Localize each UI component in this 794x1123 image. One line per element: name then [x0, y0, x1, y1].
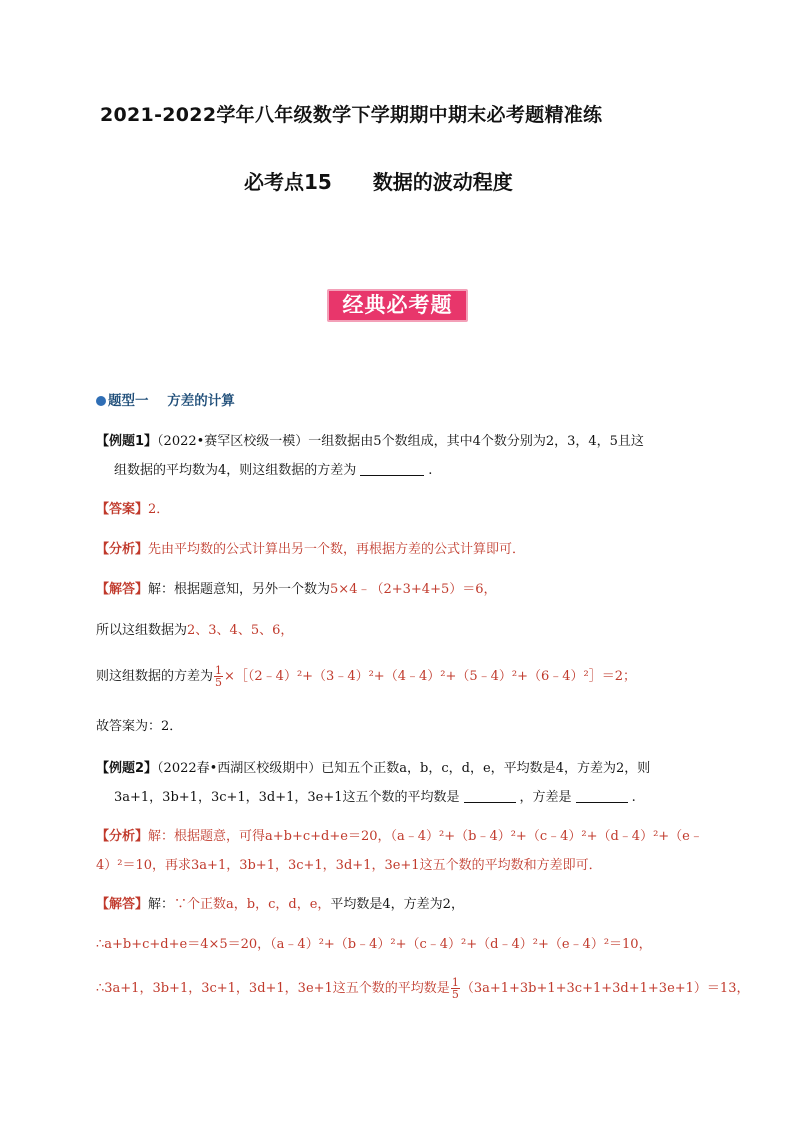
example1-text-line2: 组数据的平均数为4，则这组数据的方差为	[114, 463, 357, 478]
example1-answer	[96, 501, 169, 519]
example2-text-line2a: 3a+1，3b+1，3c+1，3d+1，3e+1这五个数的平均数是	[114, 790, 460, 805]
example1-solution-line3	[96, 665, 636, 688]
answer-tag: 【答案】	[96, 502, 149, 517]
fraction-numerator: 1	[451, 976, 459, 989]
bullet-dot-icon	[96, 396, 106, 406]
example1-question-line1	[96, 433, 644, 451]
fraction	[214, 665, 223, 688]
example1-line2-end: .	[428, 463, 433, 478]
answer-blank	[360, 463, 424, 476]
analysis-text: 先由平均数的公式计算出另一个数，再根据方差的公式计算即可．	[148, 542, 526, 557]
example1-solution-line2	[96, 622, 293, 640]
page-subtitle	[244, 166, 513, 195]
solution-formula: 5×4﹣（2+3+4+5）＝6，	[330, 582, 497, 597]
mean-blank	[464, 790, 516, 803]
section-heading	[96, 389, 235, 409]
mean-formula: （3a+1+3b+1+3c+1+3d+1+3e+1）＝13，	[460, 981, 750, 996]
example1-text-line1: （2022•赛罕区校级一模）一组数据由5个数组成，其中4个数分别为2，3，4，5且这	[157, 434, 644, 449]
solution-given: ∵个正数a，b，c，d，e，	[174, 897, 331, 912]
example2-analysis-line2	[96, 857, 602, 875]
section-name: 方差的计算	[167, 393, 235, 409]
solution-given-rest: 平均数是4，方差为2，	[330, 897, 464, 912]
example2-analysis-line1	[96, 828, 703, 846]
solution-line3-text: ∴3a+1，3b+1，3c+1，3d+1，3e+1这五个数的平均数是	[96, 981, 450, 996]
subtitle-point: 必考点15	[244, 170, 332, 194]
analysis-text-line2: 4）²＝10，再求3a+1，3b+1，3c+1，3d+1，3e+1这五个数的平均数和方差即可．	[96, 858, 602, 873]
solution-line4-text: 故答案为：2．	[96, 719, 183, 734]
fraction-denominator: 5	[451, 988, 459, 1001]
example1-question-line2	[114, 462, 432, 480]
solution-tag: 【解答】	[96, 582, 149, 597]
solution-tag: 【解答】	[96, 897, 149, 912]
example2-line2-end: .	[631, 790, 636, 805]
analysis-tag: 【分析】	[96, 542, 149, 557]
analysis-tag: 【分析】	[96, 829, 149, 844]
example2-tag: 【例题2】	[96, 761, 158, 776]
example2-question-line2	[114, 789, 636, 807]
subtitle-topic: 数据的波动程度	[372, 170, 513, 194]
example1-solution-line1	[96, 581, 497, 599]
analysis-text-line1: 解：根据题意，可得a+b+c+d+e＝20，（a﹣4）²+（b﹣4）²+（c﹣4）²+（d﹣4）²+（e﹣	[148, 829, 703, 844]
fraction-denominator: 5	[215, 676, 223, 689]
example2-solution-line2	[96, 936, 652, 954]
example1-analysis	[96, 541, 525, 559]
example2-text-line1: （2022春•西湖区校级期中）已知五个正数a，b，c，d，e，平均数是4，方差为2，则	[157, 761, 651, 776]
example1-solution-line4	[96, 718, 182, 736]
solution-line3-text: 则这组数据的方差为	[96, 669, 214, 684]
section-label: 题型一	[108, 393, 149, 409]
solution-text: 解：	[148, 897, 175, 912]
solution-line2-values: 2、3、4、5、6，	[187, 623, 294, 638]
page-title: 2021-2022学年八年级数学下学期期中期末必考题精准练	[100, 104, 603, 126]
solution-line2-text: 所以这组数据为	[96, 623, 188, 638]
classic-questions-banner: 经典必考题	[327, 289, 468, 322]
solution-line2-text: ∴a+b+c+d+e＝4×5＝20，（a﹣4）²+（b﹣4）²+（c﹣4）²+（d﹣4）²+（e﹣4）²＝10，	[96, 937, 652, 952]
example2-text-line2b: ，方差是	[519, 790, 572, 805]
example2-question-line1	[96, 760, 650, 778]
fraction	[451, 977, 460, 1000]
example2-solution-line3	[96, 977, 749, 1000]
example2-solution-line1	[96, 896, 464, 914]
solution-text: 解：根据题意知，另外一个数为	[148, 582, 331, 597]
fraction-numerator: 1	[215, 664, 223, 677]
variance-formula: ×［（2﹣4）²+（3﹣4）²+（4﹣4）²+（5﹣4）²+（6﹣4）²］＝2；	[224, 669, 637, 684]
answer-value: 2．	[148, 502, 170, 517]
variance-blank	[576, 790, 628, 803]
example1-tag: 【例题1】	[96, 434, 158, 449]
